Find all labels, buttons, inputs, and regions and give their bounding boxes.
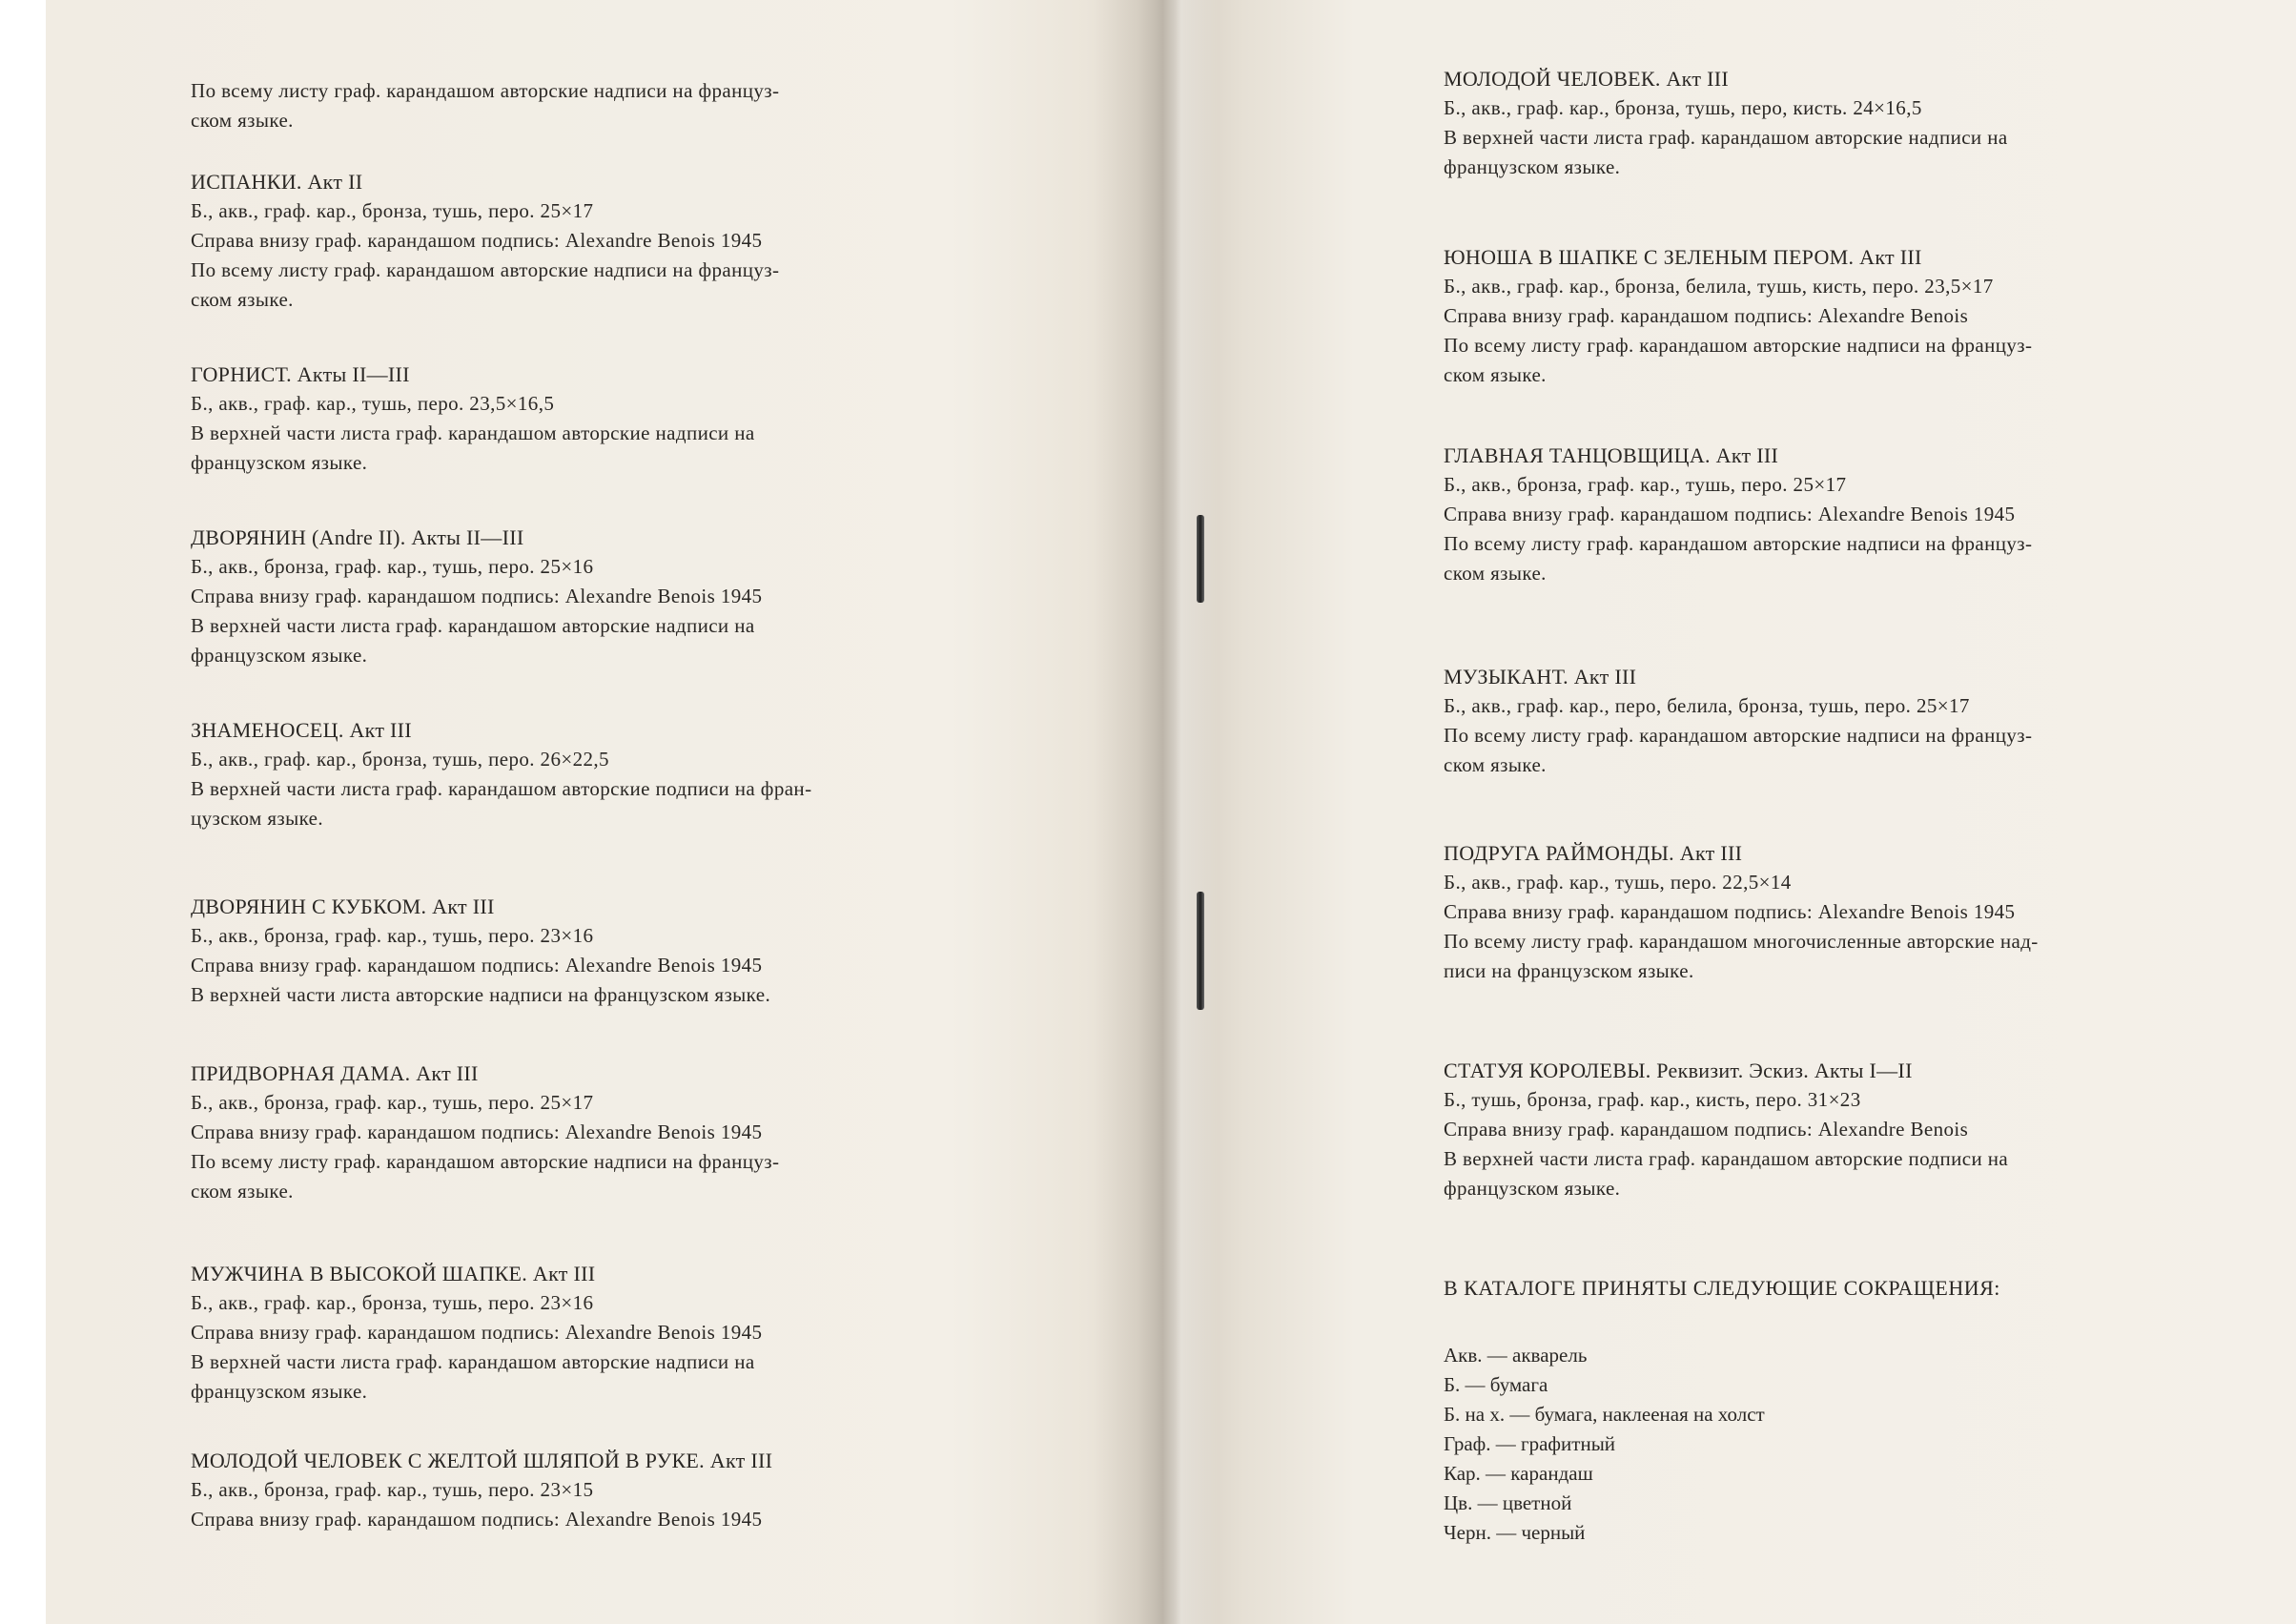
entry-line: В верхней части листа граф. карандашом авторские надписи на — [191, 1350, 755, 1373]
entry-title: ПОДРУГА РАЙМОНДЫ. Акт III — [1444, 841, 1743, 865]
book-spine-fold — [1095, 0, 1219, 1624]
catalog-entry — [191, 168, 963, 315]
entry-line: В верхней части листа авторские надписи на французском языке. — [191, 983, 771, 1006]
entry-line: В верхней части листа граф. карандашом авторские надписи на — [191, 614, 755, 637]
entry-line: Справа внизу граф. карандашом подпись: Alexandre Benois 1945 — [191, 229, 763, 252]
abbreviation-item: Цв. — цветной — [1444, 1491, 1572, 1514]
entry-line: Б., акв., граф. кар., бронза, тушь, перо. 23×16 — [191, 1291, 594, 1314]
entry-line: Справа внизу граф. карандашом подпись: Alexandre Benois 1945 — [191, 1120, 763, 1143]
entry-line: ском языке. — [1444, 363, 1547, 386]
entry-title: ДВОРЯНИН С КУБКОМ. Акт III — [191, 894, 495, 918]
entry-line: По всему листу граф. карандашом авторские надписи на француз- — [1444, 532, 2033, 555]
entry-line: Б., акв., бронза, граф. кар., тушь, перо. 25×17 — [191, 1091, 594, 1114]
entry-line: В верхней части листа граф. карандашом авторские надписи на — [191, 421, 755, 444]
entry-line: французском языке. — [1444, 155, 1621, 178]
entry-line: Справа внизу граф. карандашом подпись: Alexandre Benois 1945 — [191, 585, 763, 607]
entry-line: Справа внизу граф. карандашом подпись: Alexandre Benois — [1444, 1118, 1969, 1141]
catalog-entry — [191, 360, 963, 478]
catalog-entry — [1444, 65, 2218, 182]
entry-title: ИСПАНКИ. Акт II — [191, 170, 363, 194]
abbreviation-item: Акв. — акварель — [1444, 1344, 1588, 1367]
entry-title: МОЛОДОЙ ЧЕЛОВЕК С ЖЕЛТОЙ ШЛЯПОЙ В РУКЕ. Акт III — [191, 1449, 773, 1472]
entry-title: ЗНАМЕНОСЕЦ. Акт III — [191, 718, 412, 742]
catalog-entry — [191, 1059, 963, 1206]
entry-line: Справа внизу граф. карандашом подпись: Alexandre Benois 1945 — [191, 1508, 763, 1531]
catalog-entry — [191, 524, 963, 670]
entry-line: Справа внизу граф. карандашом подпись: Alexandre Benois — [1444, 304, 1969, 327]
entry-title: ПРИДВОРНАЯ ДАМА. Акт III — [191, 1061, 479, 1085]
entry-line: Справа внизу граф. карандашом подпись: Alexandre Benois 1945 — [1444, 900, 2016, 923]
entry-line: Б., тушь, бронза, граф. кар., кисть, перо. 31×23 — [1444, 1088, 1861, 1111]
entry-line: Б., акв., бронза, граф. кар., тушь, перо. 25×17 — [1444, 473, 1847, 496]
catalog-entry — [1444, 839, 2218, 986]
entry-line: По всему листу граф. карандашом авторские надписи на француз- — [1444, 724, 2033, 747]
entry-line: Б., акв., граф. кар., тушь, перо. 22,5×14 — [1444, 871, 1792, 894]
entry-title: ГЛАВНАЯ ТАНЦОВЩИЦА. Акт III — [1444, 443, 1779, 467]
entry-line: В верхней части листа граф. карандашом авторские надписи на — [1444, 126, 2008, 149]
abbreviation-item: Черн. — черный — [1444, 1521, 1586, 1544]
entry-line: Б., акв., граф. кар., перо, белила, бронза, тушь, перо. 25×17 — [1444, 694, 1970, 717]
entry-line: Б., акв., граф. кар., тушь, перо. 23,5×16,5 — [191, 392, 555, 415]
entry-line: Справа внизу граф. карандашом подпись: Alexandre Benois 1945 — [191, 1321, 763, 1344]
entry-line: цузском языке. — [191, 807, 324, 830]
catalog-entry — [1444, 442, 2218, 588]
entry-title: МОЛОДОЙ ЧЕЛОВЕК. Акт III — [1444, 67, 1729, 91]
catalog-entry — [1444, 1057, 2218, 1203]
entry-line: Справа внизу граф. карандашом подпись: Alexandre Benois 1945 — [191, 954, 763, 976]
entry-title: МУЗЫКАНТ. Акт III — [1444, 665, 1637, 689]
abbreviation-item: Граф. — графитный — [1444, 1432, 1616, 1455]
abbreviations-section — [1444, 1274, 2218, 1548]
entry-line: По всему листу граф. карандашом многочисленные авторские над- — [1444, 930, 2039, 953]
entry-line: Б., акв., граф. кар., бронза, белила, тушь, кисть, перо. 23,5×17 — [1444, 275, 1994, 298]
entry-title: ГОРНИСТ. Акты II—III — [191, 362, 410, 386]
entry-line: По всему листу граф. карандашом авторские надписи на француз- — [191, 258, 780, 281]
entry-title: ДВОРЯНИН (Andre II). Акты II—III — [191, 525, 524, 549]
entry-line: ском языке. — [191, 288, 294, 311]
intro-line: ском языке. — [191, 109, 294, 132]
catalog-entry — [1444, 663, 2218, 780]
entry-line: писи на французском языке. — [1444, 959, 1694, 982]
entry-line: французском языке. — [1444, 1177, 1621, 1200]
entry-title: МУЖЧИНА В ВЫСОКОЙ ШАПКЕ. Акт III — [191, 1262, 596, 1285]
entry-line: ском языке. — [1444, 753, 1547, 776]
abbreviations-list — [1444, 1341, 2218, 1548]
entry-line: Б., акв., бронза, граф. кар., тушь, перо. 23×16 — [191, 924, 594, 947]
entry-line: В верхней части листа граф. карандашом авторские подписи на фран- — [191, 777, 812, 800]
staple-bottom — [1197, 892, 1204, 1010]
entry-line: Б., акв., бронза, граф. кар., тушь, перо. 23×15 — [191, 1478, 594, 1501]
staple-top — [1197, 515, 1204, 603]
entry-line: По всему листу граф. карандашом авторские надписи на француз- — [191, 1150, 780, 1173]
entry-title: ЮНОША В ШАПКЕ С ЗЕЛЕНЫМ ПЕРОМ. Акт III — [1444, 245, 1922, 269]
catalog-entry — [1444, 243, 2218, 390]
entry-line: французском языке. — [191, 644, 368, 667]
abbreviation-item: Кар. — карандаш — [1444, 1462, 1593, 1485]
entry-title: СТАТУЯ КОРОЛЕВЫ. Реквизит. Эскиз. Акты I—II — [1444, 1059, 1913, 1082]
abbreviations-heading: В КАТАЛОГЕ ПРИНЯТЫ СЛЕДУЮЩИЕ СОКРАЩЕНИЯ: — [1444, 1276, 2000, 1300]
entry-line: французском языке. — [191, 451, 368, 474]
catalog-entry — [191, 1447, 963, 1534]
entry-line: ском языке. — [191, 1180, 294, 1203]
entry-line: Справа внизу граф. карандашом подпись: Alexandre Benois 1945 — [1444, 503, 2016, 525]
catalog-entry — [191, 1260, 963, 1407]
left-column — [191, 76, 963, 1534]
entry-line: Б., акв., бронза, граф. кар., тушь, перо. 25×16 — [191, 555, 594, 578]
intro-line: По всему листу граф. карандашом авторские надписи на француз- — [191, 79, 780, 102]
catalog-entry — [191, 893, 963, 1010]
entry-line: французском языке. — [191, 1380, 368, 1403]
entry-line: ском языке. — [1444, 562, 1547, 585]
catalog-entry — [191, 716, 963, 833]
abbreviation-item: Б. на х. — бумага, наклееная на холст — [1444, 1403, 1765, 1426]
abbreviation-item: Б. — бумага — [1444, 1373, 1548, 1396]
entry-line: Б., акв., граф. кар., бронза, тушь, перо, кисть. 24×16,5 — [1444, 96, 1922, 119]
entry-line: Б., акв., граф. кар., бронза, тушь, перо. 26×22,5 — [191, 748, 609, 771]
right-column — [1444, 65, 2218, 1548]
entry-line: В верхней части листа граф. карандашом авторские подписи на — [1444, 1147, 2009, 1170]
entry-line: По всему листу граф. карандашом авторские надписи на француз- — [1444, 334, 2033, 357]
entry-line: Б., акв., граф. кар., бронза, тушь, перо. 25×17 — [191, 199, 594, 222]
